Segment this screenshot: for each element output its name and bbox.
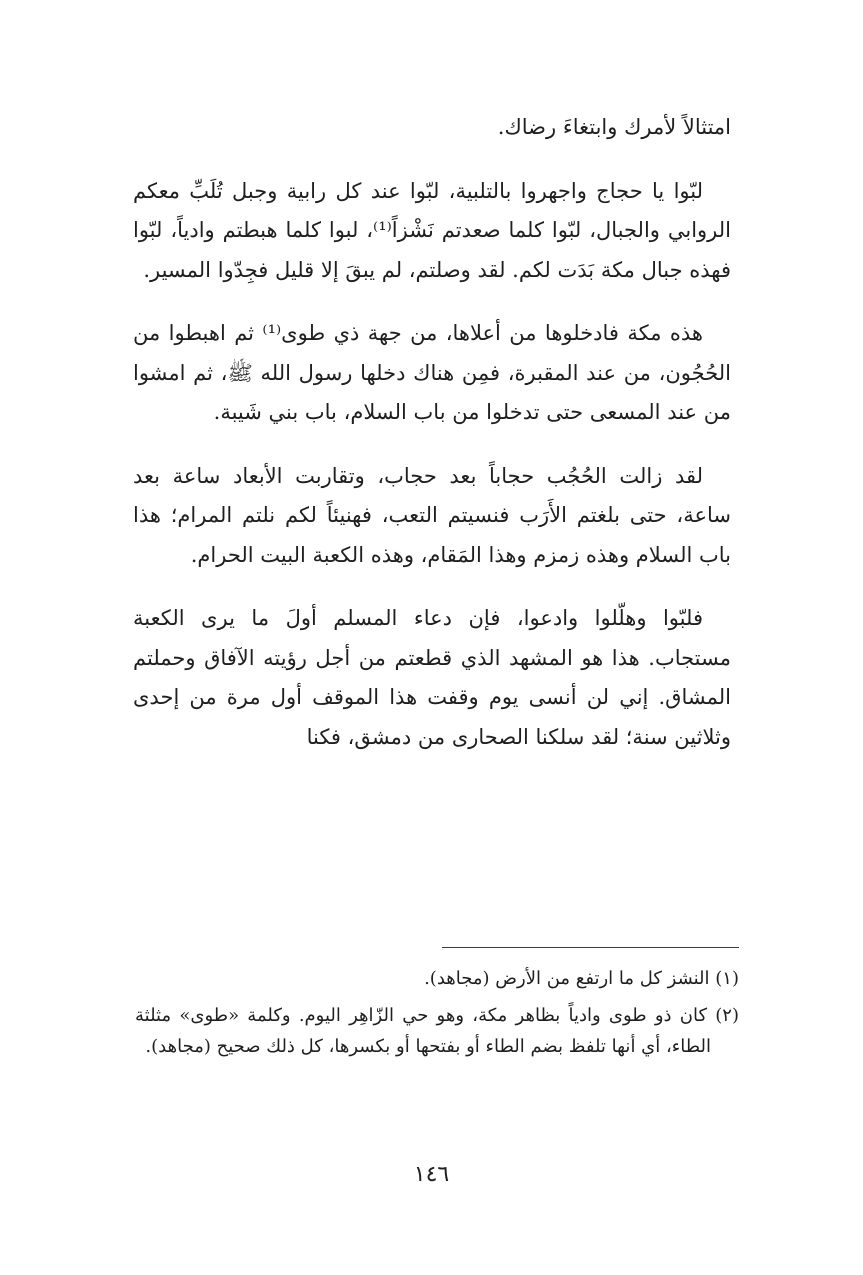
paragraph-1: امتثالاً لأمرك وابتغاءَ رضاك. xyxy=(497,115,731,139)
footnote-divider xyxy=(442,947,739,948)
footnote-2: (٢) كان ذو طوى وادياً بظاهر مكة، وهو حي الزّاهِر اليوم. وكلمة «طوى» مثلثة الطاء، أي أنها تلفظ بضم الطاء أو بفتحها أو بكسرها، كل ذلك صحيح (مجاهد). xyxy=(135,1005,739,1057)
paragraph-2: لبّوا يا حجاج واجهروا بالتلبية، لبّوا عند كل رابية وجبل تُلَبِّ معكم الروابي والجبال، لبّوا كلما صعدتم نَشْزاً⁽¹⁾، لبوا كلما هبطتم وادياً، لبّوا فهذه جبال مكة بَدَت لكم. لقد وصلتم، لم يبقَ إلا قليل فجِدّوا المسير. xyxy=(133,178,732,282)
footnotes xyxy=(135,963,739,1068)
footnote-1: (١) النشز كل ما ارتفع من الأرض (مجاهد). xyxy=(424,968,739,989)
page-number: ١٤٦ xyxy=(413,1162,450,1187)
paragraph-3: هذه مكة فادخلوها من أعلاها، من جهة ذي طوى⁽¹⁾ ثم اهبطوا من الحُجُون، من عند المقبرة، فمِن هناك دخلها رسول الله ﷺ، ثم امشوا من عند المسعى حتى تدخلوا من باب السلام، باب بني شَيبة. xyxy=(133,321,731,424)
paragraph-5: فلبّوا وهلّلوا وادعوا، فإن دعاء المسلم أولَ ما يرى الكعبة مستجاب. هذا هو المشهد الذي قطعتم من أجل رؤيته الآفاق وحملتم المشاق. إني لن أنسى يوم وقفت هذا الموقف أول مرة من إحدى وثلاثين سنة؛ لقد سلكنا الصحارى من دمشق، فكنا xyxy=(133,606,731,749)
main-text xyxy=(133,108,731,781)
paragraph-4: لقد زالت الحُجُب حجاباً بعد حجاب، وتقاربت الأبعاد ساعة بعد ساعة، حتى بلغتم الأَرَب فنسيتم التعب، فهنيئاً لكم نلتم المرام؛ هذا باب السلام وهذه زمزم وهذا المَقام، وهذه الكعبة البيت الحرام. xyxy=(133,463,731,567)
